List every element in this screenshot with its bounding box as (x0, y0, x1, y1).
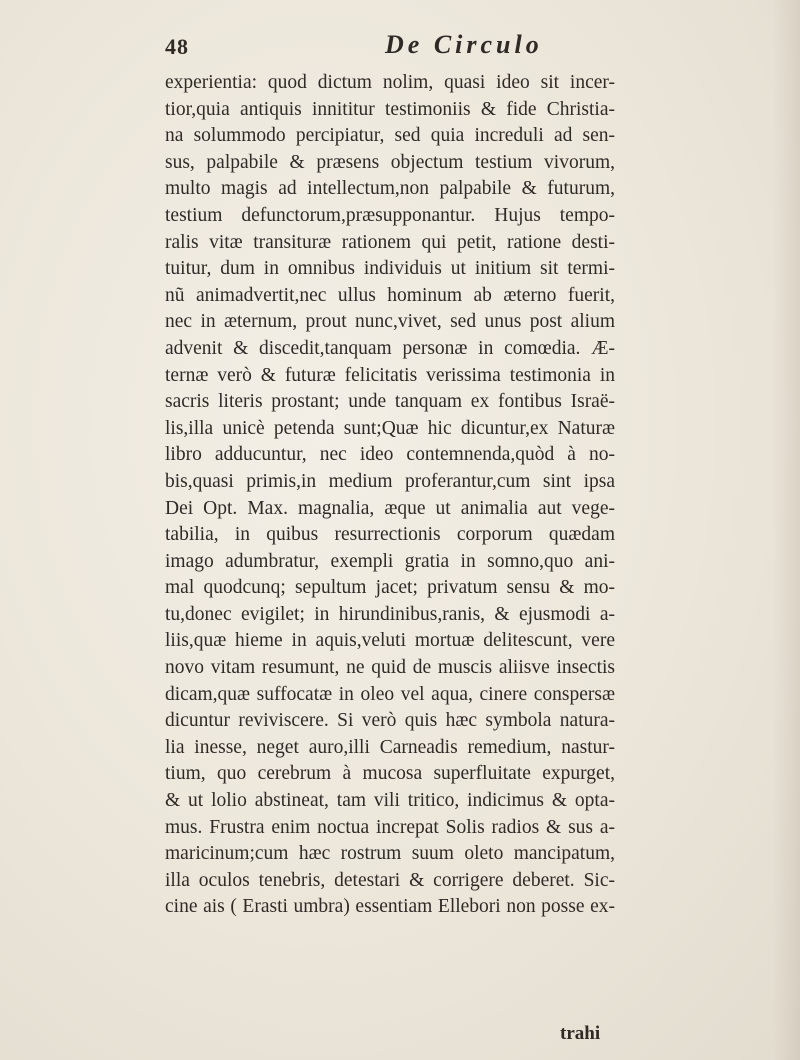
text-line: & ut lolio abstineat, tam vili tritico, indicimus & opta- (165, 790, 615, 812)
text-line: novo vitam resumunt, ne quid de muscis aliisve insectis (165, 657, 615, 679)
text-line: mal quodcunq; sepultum jacet; privatum sensu & mo- (165, 577, 615, 599)
text-line: testium defunctorum,præsupponantur. Hujus tempo- (165, 204, 615, 226)
text-line: experientia: quod dictum nolim, quasi ideo sit incer- (165, 72, 615, 93)
text-line: multo magis ad intellectum,non palpabile & futurum, (165, 178, 615, 200)
text-line: tuitur, dum in omnibus individuis ut initium sit termi- (165, 258, 615, 280)
text-line: mus. Frustra enim noctua increpat Solis radios & sus a- (165, 816, 615, 838)
text-line: dicam,quæ suffocatæ in oleo vel aqua, cinere conspersæ (165, 683, 615, 705)
text-line: nũ animadvertit,nec ullus hominum ab æterno fuerit, (165, 284, 615, 306)
page-number: 48 (165, 34, 189, 59)
text-line: ternæ verò & futuræ felicitatis verissima testimonia in (165, 364, 615, 386)
catchword: trahi (560, 1023, 601, 1044)
text-line: illa oculos tenebris, detestari & corrigere deberet. Sic- (165, 869, 615, 891)
text-line: bis,quasi primis,in medium proferantur,cum sint ipsa (165, 470, 615, 492)
text-line: tior,quia antiquis innititur testimoniis & fide Christia- (165, 98, 615, 120)
body-text (165, 70, 615, 921)
text-line: liis,quæ hieme in aquis,veluti mortuæ delitescunt, vere (165, 630, 615, 652)
page-edge-shadow (772, 0, 800, 1060)
text-line: advenit & discedit,tanquam personæ in comœdia. Æ- (165, 337, 615, 359)
text-line: libro adducuntur, nec ideo contemnenda,quòd à no- (165, 444, 615, 466)
running-head (0, 28, 800, 68)
text-line: tu,donec evigilet; in hirundinibus,ranis, & ejusmodi a- (165, 603, 615, 625)
text-line: lis,illa unicè petenda sunt;Quæ hic dicuntur,ex Naturæ (165, 417, 615, 439)
text-line: tium, quo cerebrum à mucosa superfluitate expurget, (165, 763, 615, 785)
text-line: tabilia, in quibus resurrectionis corporum quædam (165, 524, 615, 546)
text-line: sus, palpabile & præsens objectum testium vivorum, (165, 151, 615, 173)
text-line: Dei Opt. Max. magnalia, æque ut animalia aut vege- (165, 497, 615, 519)
text-line: sacris literis prostant; unde tanquam ex fontibus Israë- (165, 391, 615, 413)
text-line: maricinum;cum hæc rostrum suum oleto mancipatum, (165, 843, 615, 865)
text-line: lia inesse, neget auro,illi Carneadis remedium, nastur- (165, 736, 615, 758)
text-line: cine ais ( Erasti umbra) essentiam Ellebori non posse ex- (165, 896, 615, 918)
text-line: dicuntur reviviscere. Si verò quis hæc symbola natura- (165, 710, 615, 732)
text-line: na solummodo percipiatur, sed quia increduli ad sen- (165, 125, 615, 147)
text-line: nec in æternum, prout nunc,vivet, sed unus post alium (165, 311, 615, 333)
running-title: De Circulo (385, 30, 543, 59)
text-line: ralis vitæ transituræ rationem qui petit, ratione desti- (165, 231, 615, 253)
text-line: imago adumbratur, exempli gratia in somno,quo ani- (165, 550, 615, 572)
